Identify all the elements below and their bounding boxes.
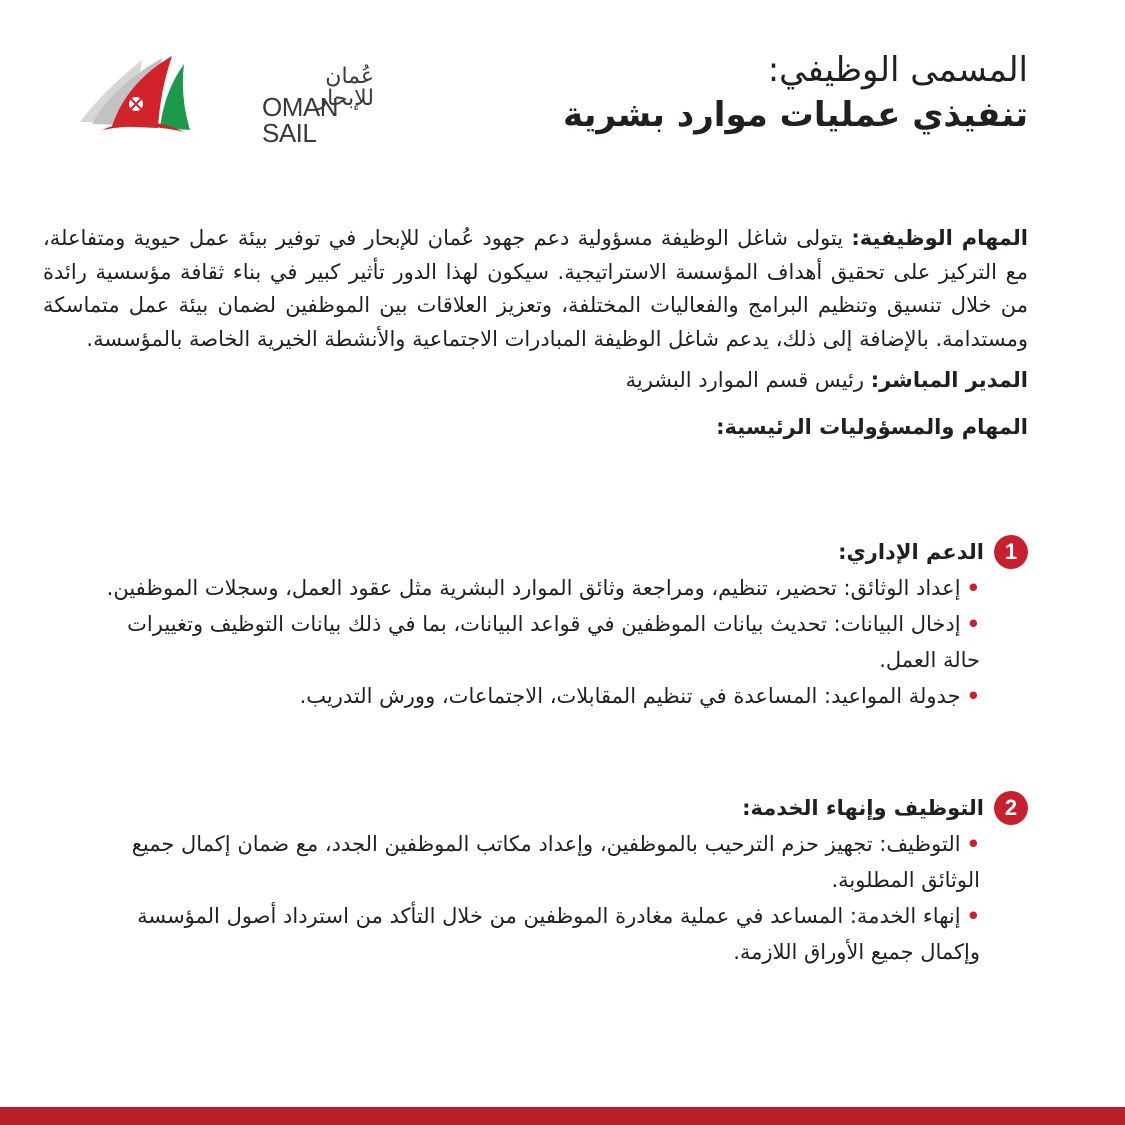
bullet-list <box>93 570 1028 714</box>
bullet-icon: • <box>966 904 980 928</box>
job-description <box>43 222 1028 444</box>
sail-emblem-icon <box>72 52 262 137</box>
list-item: •إنهاء الخدمة: المساعد في عملية مغادرة الموظفين من خلال التأكد من استرداد أصول المؤسسة وإكمال جميع الأوراق اللازمة. <box>137 904 980 964</box>
job-title: تنفيذي عمليات موارد بشرية <box>563 95 1028 135</box>
bullet-icon: • <box>966 832 980 856</box>
section-number-badge: 2 <box>994 791 1028 825</box>
responsibilities-heading: المهام والمسؤوليات الرئيسية: <box>716 415 1028 440</box>
logo-text-arabic: عُمان للإبحار <box>316 64 374 111</box>
logo-text-english: OMAN SAIL <box>262 92 338 148</box>
bullet-icon: • <box>966 576 980 600</box>
list-item: •إدخال البيانات: تحديث بيانات الموظفين في قواعد البيانات، بما في ذلك بيانات التوظيف وتغييرات حالة العمل. <box>127 612 980 672</box>
duties-label: المهام الوظيفية: <box>851 226 1028 250</box>
duties-paragraph <box>43 222 1028 356</box>
manager-label: المدير المباشر: <box>870 368 1028 393</box>
section-title: الدعم الإداري: <box>838 540 984 564</box>
section-administrative-support <box>93 534 1028 714</box>
job-title-label: المسمى الوظيفي: <box>767 50 1028 90</box>
duties-text: يتولى شاغل الوظيفة مسؤولية دعم جهود عُمان للإبحار في توفير بيئة عمل حيوية ومتفاعلة، مع التركيز على تحقيق أهداف المؤسسة الاستراتيجية. سيكون لهذا الدور تأثير كبير في بناء ثقافة مؤسسية رائدة من خلال تنسيق وتنظيم البرامج والفعاليات المختلفة، وتعزيز العلاقات بين الموظفين لضمان بيئة عمل متماسكة ومستدامة. بالإضافة إلى ذلك، يدعم شاغل الوظيفة المبادرات الاجتماعية والأنشطة الخيرية الخاصة بالمؤسسة. <box>43 226 1028 351</box>
section-header <box>93 534 1028 570</box>
section-onboarding-offboarding <box>93 790 1028 970</box>
section-number-badge: 1 <box>994 535 1028 569</box>
section-title: التوظيف وإنهاء الخدمة: <box>742 796 984 820</box>
page-header <box>563 48 1028 138</box>
list-item: •التوظيف: تجهيز حزم الترحيب بالموظفين، وإعداد مكاتب الموظفين الجدد، مع ضمان إكمال جميع الوثائق المطلوبة. <box>131 832 980 892</box>
manager-line <box>43 364 1028 397</box>
oman-sail-logo <box>72 52 374 148</box>
manager-value: رئيس قسم الموارد البشرية <box>625 368 871 393</box>
list-item: •جدولة المواعيد: المساعدة في تنظيم المقابلات، الاجتماعات، وورش التدريب. <box>299 684 980 708</box>
bullet-icon: • <box>966 684 980 708</box>
footer-bar <box>0 1107 1125 1125</box>
section-header <box>93 790 1028 826</box>
list-item: •إعداد الوثائق: تحضير، تنظيم، ومراجعة وثائق الموارد البشرية مثل عقود العمل، وسجلات الموظفين. <box>106 576 980 600</box>
bullet-list <box>93 826 1028 970</box>
bullet-icon: • <box>966 612 980 636</box>
